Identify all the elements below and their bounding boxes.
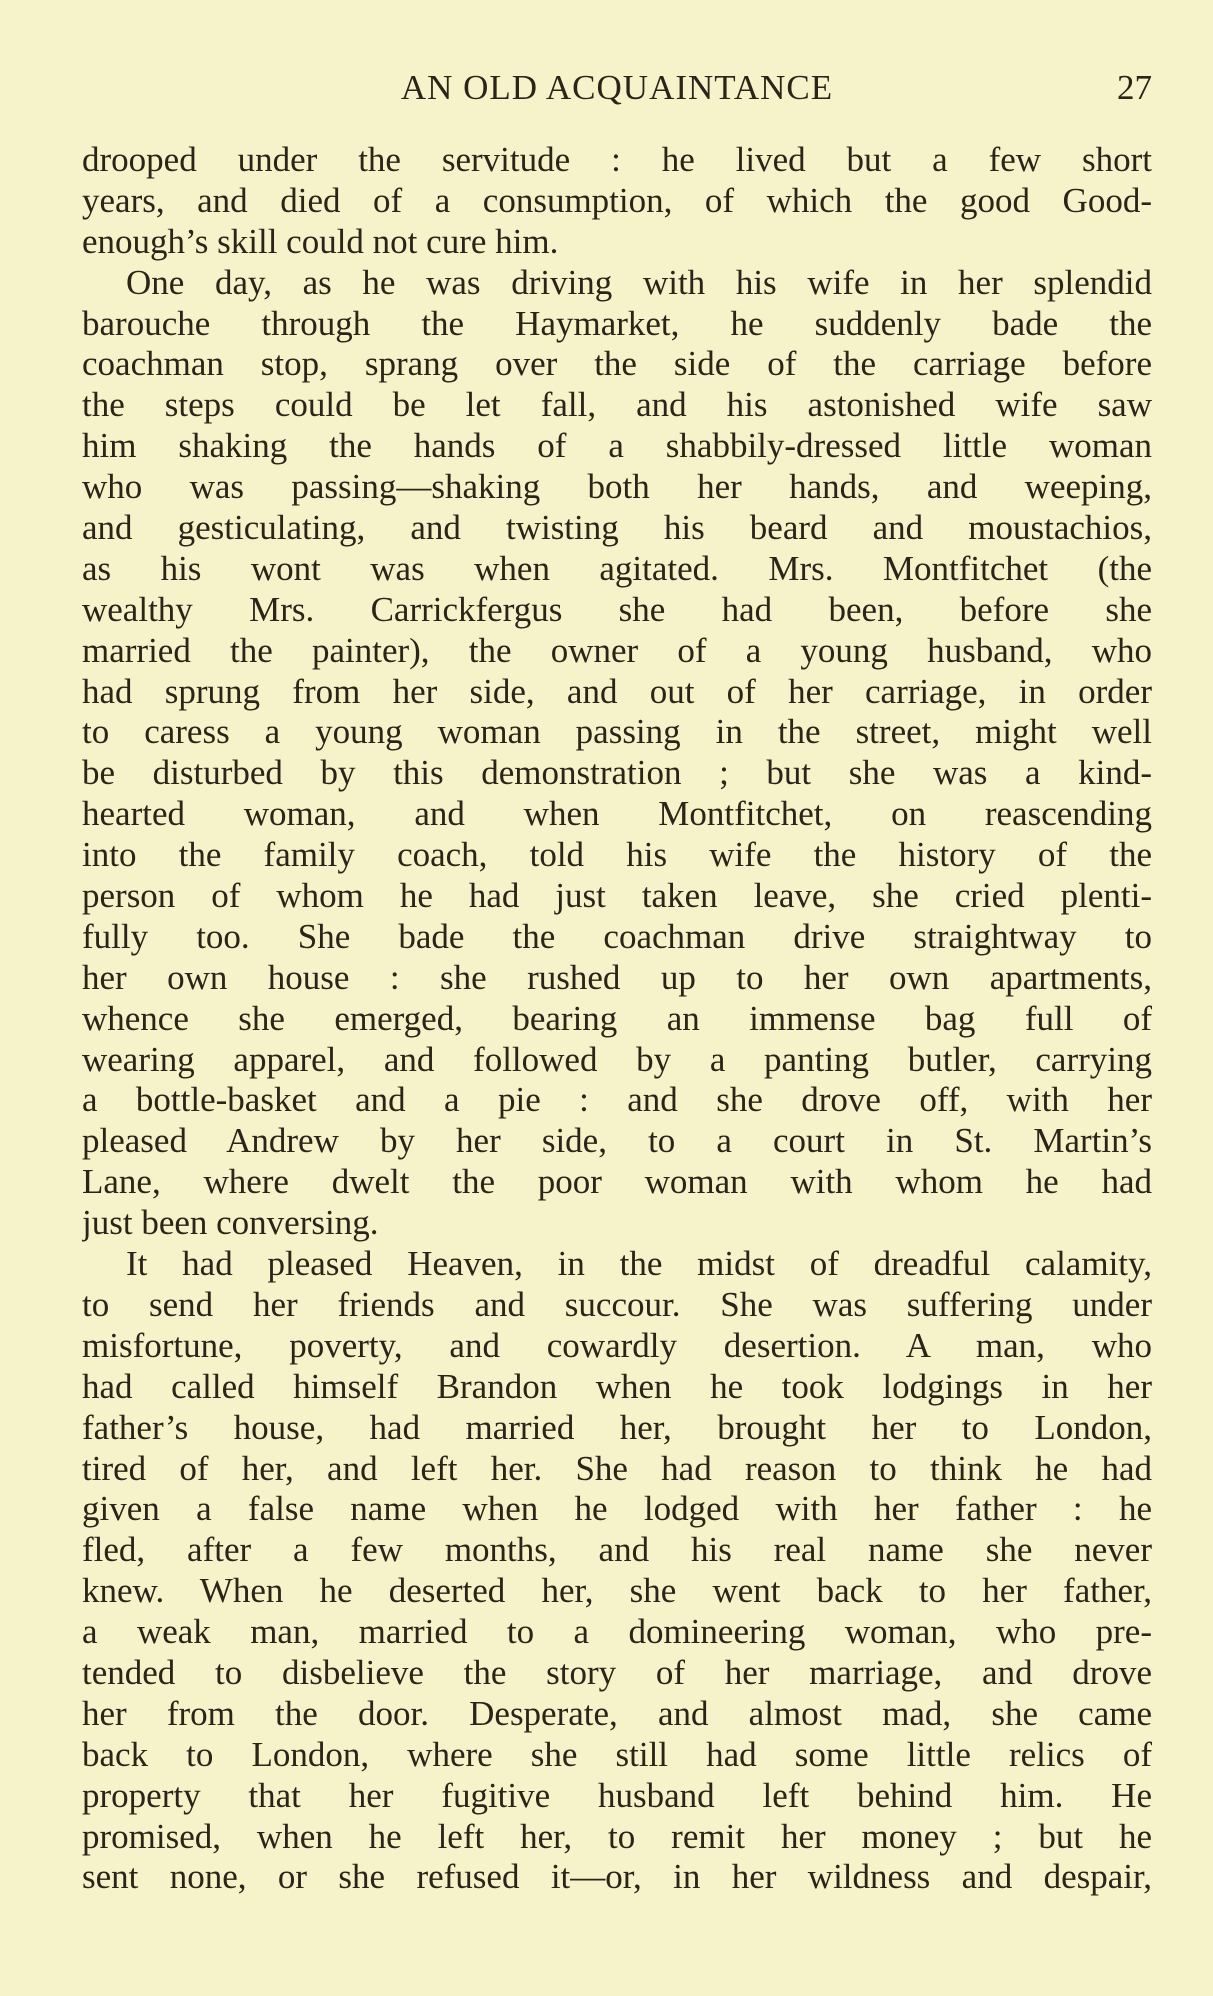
text-line: knew. When he deserted her, she went back to her father, [82, 1571, 1152, 1611]
page-header [82, 60, 1152, 116]
text-line: hearted woman, and when Montfitchet, on reascending [82, 794, 1152, 834]
text-line: fully too. She bade the coachman drive straightway to [82, 916, 1152, 956]
text-line: tended to disbelieve the story of her marriage, and drove [82, 1652, 1152, 1692]
text-line: sent none, or she refused it—or, in her wildness and despair, [82, 1857, 1152, 1897]
text-line: be disturbed by this demonstration ; but she was a kind- [82, 753, 1152, 793]
text-line: years, and died of a consumption, of which the good Good- [82, 180, 1152, 220]
text-line: pleased Andrew by her side, to a court in St. Martin’s [82, 1121, 1152, 1161]
text-line: enough’s skill could not cure him. [82, 221, 559, 261]
text-line: and gesticulating, and twisting his beard and moustachios, [82, 508, 1152, 548]
text-line: a weak man, married to a domineering woman, who pre- [82, 1612, 1152, 1652]
text-line: had sprung from her side, and out of her carriage, in order [82, 671, 1152, 711]
text-line: drooped under the servitude : he lived but a few short [82, 140, 1152, 179]
text-line: fled, after a few months, and his real name she never [82, 1530, 1152, 1570]
text-line: person of whom he had just taken leave, she cried plenti- [82, 876, 1152, 916]
text-line: as his wont was when agitated. Mrs. Montfitchet (the [82, 548, 1152, 588]
text-line: given a false name when he lodged with her father : he [82, 1489, 1152, 1529]
page-number: 27 [1117, 68, 1152, 107]
text-line: coachman stop, sprang over the side of the carriage before [82, 344, 1152, 384]
text-line: whence she emerged, bearing an immense bag full of [82, 998, 1152, 1038]
text-line: her from the door. Desperate, and almost mad, she came [82, 1693, 1152, 1733]
text-line: back to London, where she still had some little relics of [82, 1734, 1152, 1774]
text-line: him shaking the hands of a shabbily-dressed little woman [82, 426, 1152, 466]
text-line: her own house : she rushed up to her own apartments, [82, 957, 1152, 997]
text-line: who was passing—shaking both her hands, and weeping, [82, 467, 1152, 507]
body-text [82, 140, 1152, 1898]
running-title: AN OLD ACQUAINTANCE [400, 68, 834, 107]
text-line: tired of her, and left her. She had reason to think he had [82, 1448, 1152, 1488]
text-line: Lane, where dwelt the poor woman with whom he had [82, 1162, 1152, 1202]
text-line: promised, when he left her, to remit her money ; but he [82, 1816, 1152, 1856]
text-line: One day, as he was driving with his wife in her splendid [126, 262, 1152, 302]
text-line: married the painter), the owner of a young husband, who [82, 630, 1152, 670]
text-line: wearing apparel, and followed by a panting butler, carrying [82, 1039, 1152, 1079]
text-line: a bottle-basket and a pie : and she drove off, with her [82, 1080, 1152, 1120]
text-line: the steps could be let fall, and his astonished wife saw [82, 385, 1152, 425]
text-line: had called himself Brandon when he took lodgings in her [82, 1366, 1152, 1406]
text-line: to send her friends and succour. She was suffering under [82, 1284, 1152, 1324]
text-line: father’s house, had married her, brought her to London, [82, 1407, 1152, 1447]
text-line: property that her fugitive husband left behind him. He [82, 1775, 1152, 1815]
text-line: wealthy Mrs. Carrickfergus she had been, before she [82, 589, 1152, 629]
text-line: It had pleased Heaven, in the midst of dreadful calamity, [126, 1244, 1152, 1284]
text-line: to caress a young woman passing in the street, might well [82, 712, 1152, 752]
text-line: into the family coach, told his wife the history of the [82, 835, 1152, 875]
text-line: misfortune, poverty, and cowardly desertion. A man, who [82, 1325, 1152, 1365]
text-line: barouche through the Haymarket, he suddenly bade the [82, 303, 1152, 343]
text-line: just been conversing. [82, 1203, 379, 1243]
